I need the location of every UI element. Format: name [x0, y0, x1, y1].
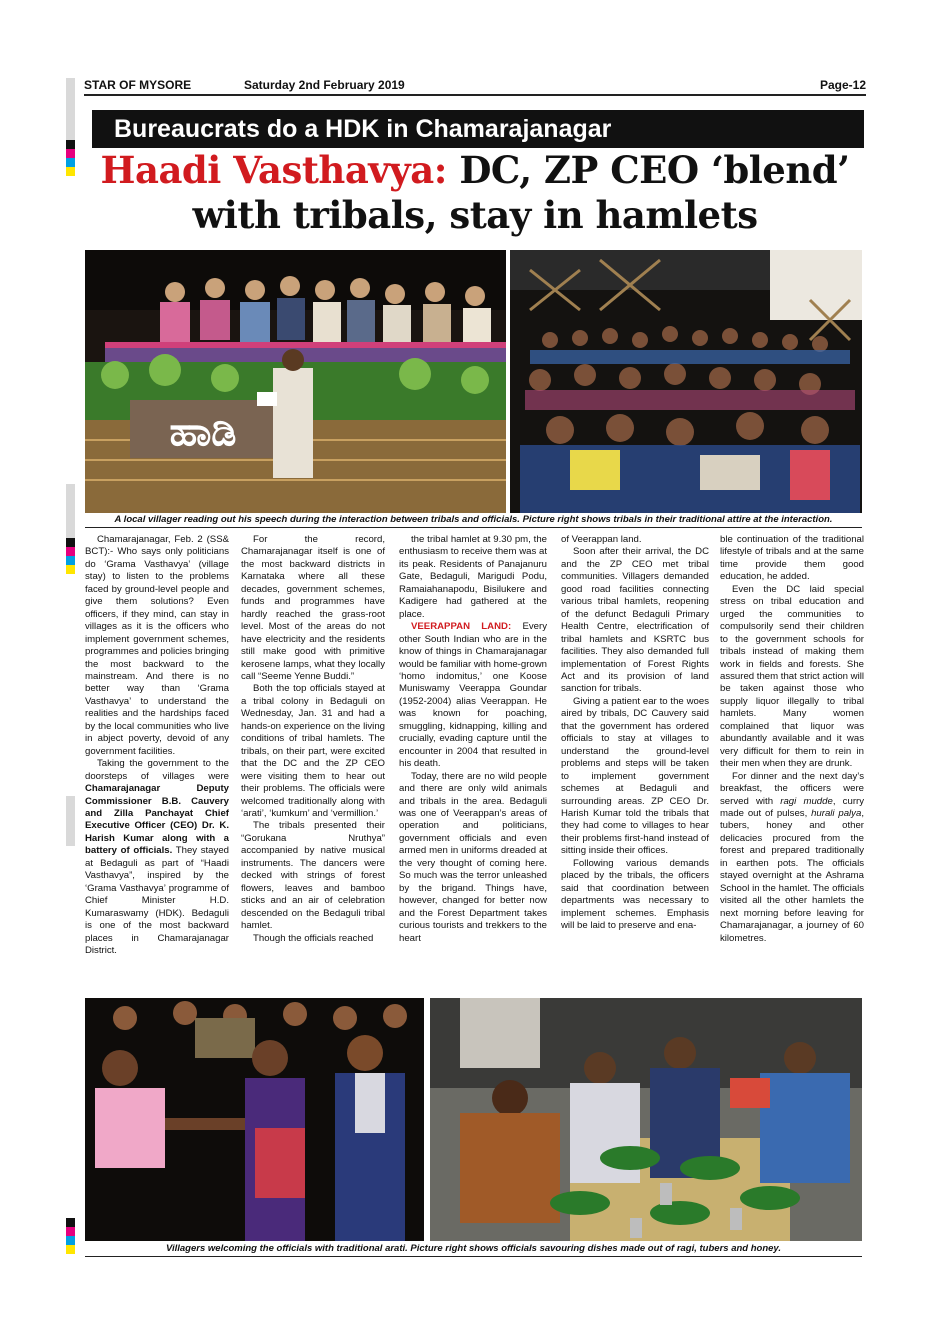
- paragraph: ble continuation of the traditional lifestyle of tribals and at the same time provide them good education, he added.: [720, 534, 864, 583]
- headline-line1: DC, ZP CEO ‘blend’: [459, 148, 850, 192]
- registration-marks-middle: [66, 538, 75, 574]
- paragraph: VEERAPPAN LAND: Every other South Indian who are in the know of things in Chamarajanagar would be familiar with home-grown ‘homo indomitus,’ one Koose Muniswamy Veerappa Goundar (1952-2004) alias Veerappan. He was known for poaching, smuggling, kidnapping, killing and crucially, evading capture until the encounter in 2004 that resulted in his death.: [399, 621, 547, 770]
- top-photo-caption: A local villager reading out his speech during the interaction between tribals and officials. Picture right shows tribals in their traditional attire at the interaction.: [114, 514, 833, 525]
- paragraph: Both the top officials stayed at a tribal colony in Bedaguli on Wednesday, Jan. 31 and had a hands-on experience on the living conditions of tribal hamlets. The tribals, on their part, were excited that the DC and the ZP CEO were visiting them to hear out their problems. The officials were welcomed traditionally along with ‘arati’, ‘kumkum’ and ‘vermillion.’: [241, 683, 385, 819]
- photo-arati-welcome: [85, 998, 424, 1241]
- paragraph: Following various demands placed by the tribals, the officers said that coordination between departments was necessary to implement schemes. Emphasis will be laid to preserve and ena-: [561, 857, 709, 932]
- paragraph: The tribals presented their “Gorukana Nruthya” accompanied by native musical instruments. The dancers were decked with strings of forest flowers, leaves and bamboo sticks and an air of celebration descended on the Bedaguli tribal hamlet.: [241, 820, 385, 932]
- headline: [84, 148, 866, 238]
- registration-marks-top: [66, 140, 75, 176]
- paragraph: of Veerappan land.: [561, 534, 642, 545]
- issue-date: Saturday 2nd February 2019: [244, 78, 405, 92]
- registration-marks-bottom: [66, 1218, 75, 1254]
- photo-sign-text: ಹಾಡಿ: [169, 409, 237, 455]
- margin-bar: [66, 484, 75, 538]
- headline-line2: with tribals, stay in hamlets: [192, 193, 758, 237]
- paragraph: Soon after their arrival, the DC and the ZP CEO met tribal communities. Villagers demanded good road facilities connecting various tribal hamlets, reopening of the defunct Bedaguli Primary Health Centre, electrification of tribal hamlets and KSRTC bus facilities. They also demanded full implementation of Forest Rights Act and its provision of land sanction for tribals.: [561, 546, 709, 695]
- paragraph: For the record, Chamarajanagar itself is one of the most backward districts in Karnataka where all these decades, government schemes, funds and programmes have hardly reached the grass-root level. Most of the areas do not have electricity and the residents still make good with primitive kerosene lamps, what they locally call “Seeme Yenne Buddi.”: [241, 534, 385, 682]
- article-column-4: [561, 534, 709, 933]
- paragraph: Even the DC laid special stress on tribal education and urged the communities to compulsorily send their children to the government schools for tribals instead of making them work in fields and forests. She assured them that strict action will be taken against those who supply liquor illegally to tribal hamlets. Many women complained that liquor was abundantly available and it was very difficult for them to rein in their men when they are drunk.: [720, 583, 864, 770]
- paragraph: Today, there are no wild people and there are only wild animals and tribals in the area. Bedaguli was one of Veerappan’s areas of operation and politicians, government officials and even armed men in uniforms dreaded at the very thought of coming here. So much was the terror unleashed by the brigand. Things have, however, changed for better now and the Forest Department takes curious tourists and trekkers to the heart: [399, 770, 547, 944]
- masthead: [84, 76, 866, 96]
- paragraph: the tribal hamlet at 9.30 pm, the enthusiasm to receive them was at its peak. Residents of Panajanuru Gate, Bedaguli, Marigudi Podu, Ramaiahanapodu, Bisilukere and Kadigere had gathered at the place.: [399, 534, 547, 620]
- official-names: Chamarajanagar Deputy Commissioner B.B. Cauvery and Zilla Panchayat Chief Executive Officer (CEO) Dr. K. Harish Kumar along with a battery of officials.: [85, 783, 229, 857]
- margin-bar: [66, 796, 75, 846]
- subhead-veerappan-land: VEERAPPAN LAND:: [411, 621, 512, 633]
- margin-bar: [66, 78, 75, 140]
- article-column-5: [720, 534, 864, 945]
- article-column-3: [399, 534, 547, 945]
- headline-red: Haadi Vasthavya:: [100, 148, 447, 192]
- page-number: Page-12: [819, 78, 866, 92]
- paragraph: Giving a patient ear to the woes aired by tribals, DC Cauvery said that the government has ordered officials to stay at villages to understand the ground-level problems and steps will be taken to implement government schemes at Bedaguli and surrounding areas. ZP CEO Dr. Harish Kumar told the tribals that they had come to villages to hear their problems first-hand instead of sitting inside their offices.: [561, 695, 709, 857]
- caption-rule: [85, 1256, 862, 1257]
- paragraph: Taking the government to the doorsteps of villages were Chamarajanagar Deputy Commissioner B.B. Cauvery and Zilla Panchayat Chief Executive Officer (CEO) Dr. K. Harish Kumar along with a battery of officials. They stayed at Bedaguli as part of “Haadi Vasthavya”, inspired by the ‘Grama Vasthavya’ programme of Chief Minister H.D. Kumaraswamy (HDK). Bedaguli is one of the most backward places in Chamarajanagar District.: [85, 758, 229, 956]
- paragraph: For dinner and the next day’s breakfast, the officers were served with ragi mudde, curry made out of pulses, hurali palya, tubers, honey and other delicacies procured from the forest and prepared traditionally in earthen pots. The officials stayed overnight at the Ashrama School in the hamlet. The officials visited all the other hamlets the next morning before leaving for Chamarajanagar, a journey of 60 kilometres.: [720, 770, 865, 944]
- photo-officials-dining: [430, 998, 862, 1241]
- photo-villager-speech: [85, 250, 506, 513]
- kicker-banner: Bureaucrats do a HDK in Chamarajanagar: [86, 110, 864, 148]
- article-column-2: [241, 534, 385, 945]
- publication-name: STAR OF MYSORE: [84, 78, 192, 92]
- paragraph: Though the officials reached: [253, 932, 374, 944]
- paragraph: Chamarajanagar, Feb. 2 (SS& BCT):- Who says only politicians do ‘Grama Vasthavya’ (village stay) to listen to the problems faced by ground-level people and give them solutions? Even officers, if they mind, can stay in villages as it is the officers who implement government schemes, programmes and policies bringing the most backward to the mainstream. And there is no better way than ‘Grama Vasthavya’ to understand the realities and the hardships faced by the local communities who live in abject poverty, devoid of any government facilities.: [85, 534, 229, 757]
- bottom-photo-caption: Villagers welcoming the officials with traditional arati. Picture right shows officials savouring dishes made out of ragi, tubers and honey.: [166, 1243, 781, 1254]
- article-column-1: [85, 534, 229, 957]
- caption-rule: [85, 527, 862, 528]
- photo-tribals-attire: [510, 250, 862, 513]
